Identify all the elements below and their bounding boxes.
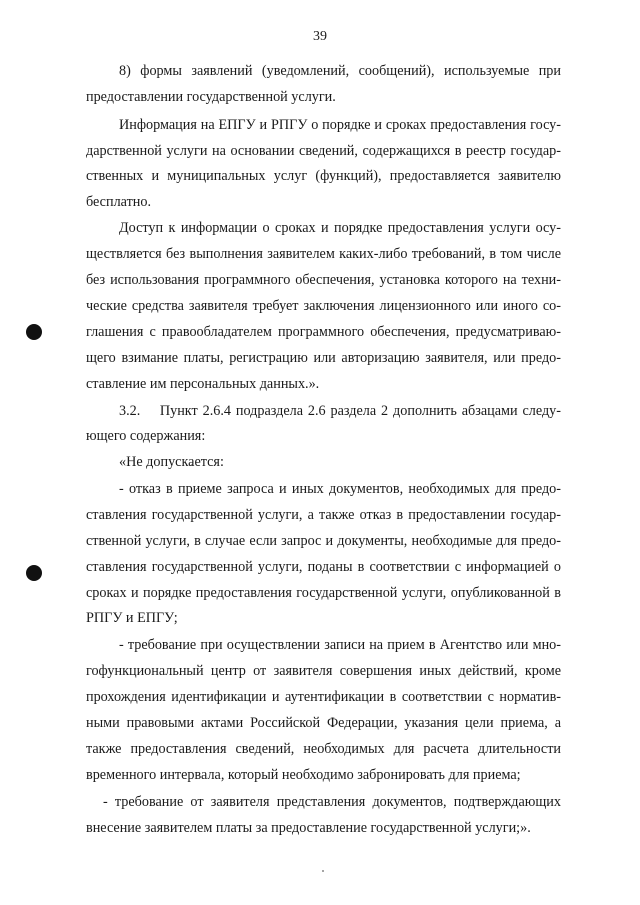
text-line: «Не допускается: xyxy=(119,454,224,470)
scan-speck xyxy=(322,870,324,872)
text-line: щего взимание платы, регистрацию или авторизацию заявителя, или предо- xyxy=(86,350,561,366)
text-line: ческие средства заявителя требует заключения лицензионного или иного со- xyxy=(86,298,561,314)
punch-hole-top xyxy=(26,324,42,340)
text-line: ственных и муниципальных услуг (функций), предоставляется заявителю xyxy=(86,168,561,184)
text-line: Доступ к информации о сроках и порядке предоставления услуги осу- xyxy=(119,220,561,236)
text-line: гофункциональный центр от заявителя совершения иных действий, кроме xyxy=(86,663,561,679)
text-line: ющего содержания: xyxy=(86,428,206,444)
text-line: - требование от заявителя представления документов, подтверждающих xyxy=(103,794,561,810)
text-line: ными правовыми актами Российской Федерации, указания цели приема, а xyxy=(86,715,561,731)
text-line: ставление им персональных данных.». xyxy=(86,376,320,392)
text-line: ставления государственной услуги, а также отказ в предоставлении государ- xyxy=(86,507,561,523)
text-line: прохождения идентификации и аутентификации в соответствии с норматив- xyxy=(86,689,561,705)
text-line: ставления государственной услуги, поданы в соответствии с информацией о xyxy=(86,559,561,575)
text-line: временного интервала, который необходимо забронировать для приема; xyxy=(86,767,521,783)
text-line: глашения с правообладателем программного обеспечения, предусматриваю- xyxy=(86,324,561,340)
page-number: 39 xyxy=(313,29,327,44)
text-line: также предоставления сведений, необходимых для расчета длительности xyxy=(86,741,561,757)
text-line: 3.2. Пункт 2.6.4 подраздела 2.6 раздела 2 дополнить абзацами следу- xyxy=(119,403,561,419)
text-line: - отказ в приеме запроса и иных документов, необходимых для предо- xyxy=(119,481,561,497)
text-line: сроках и порядке предоставления государственной услуги, опубликованной в xyxy=(86,585,561,601)
text-line: бесплатно. xyxy=(86,194,152,210)
text-line: Информация на ЕПГУ и РПГУ о порядке и сроках предоставления госу- xyxy=(119,117,561,133)
text-line: внесение заявителем платы за предоставление государственной услуги;». xyxy=(86,820,531,836)
text-line: ственной услуги, в случае если запрос и документы, необходимые для предо- xyxy=(86,533,561,549)
text-line: 8) формы заявлений (уведомлений, сообщений), используемые при xyxy=(119,63,561,79)
text-line: ществляется без выполнения заявителем каких-либо требований, в том числе xyxy=(86,246,561,262)
text-line: дарственной услуги на основании сведений, содержащихся в реестр государ- xyxy=(86,143,561,159)
text-line: предоставлении государственной услуги. xyxy=(86,89,336,105)
text-line: без использования программного обеспечения, установка которого на техни- xyxy=(86,272,561,288)
text-line: - требование при осуществлении записи на прием в Агентство или мно- xyxy=(119,637,561,653)
punch-hole-bottom xyxy=(26,565,42,581)
text-line: РПГУ и ЕПГУ; xyxy=(86,610,178,626)
